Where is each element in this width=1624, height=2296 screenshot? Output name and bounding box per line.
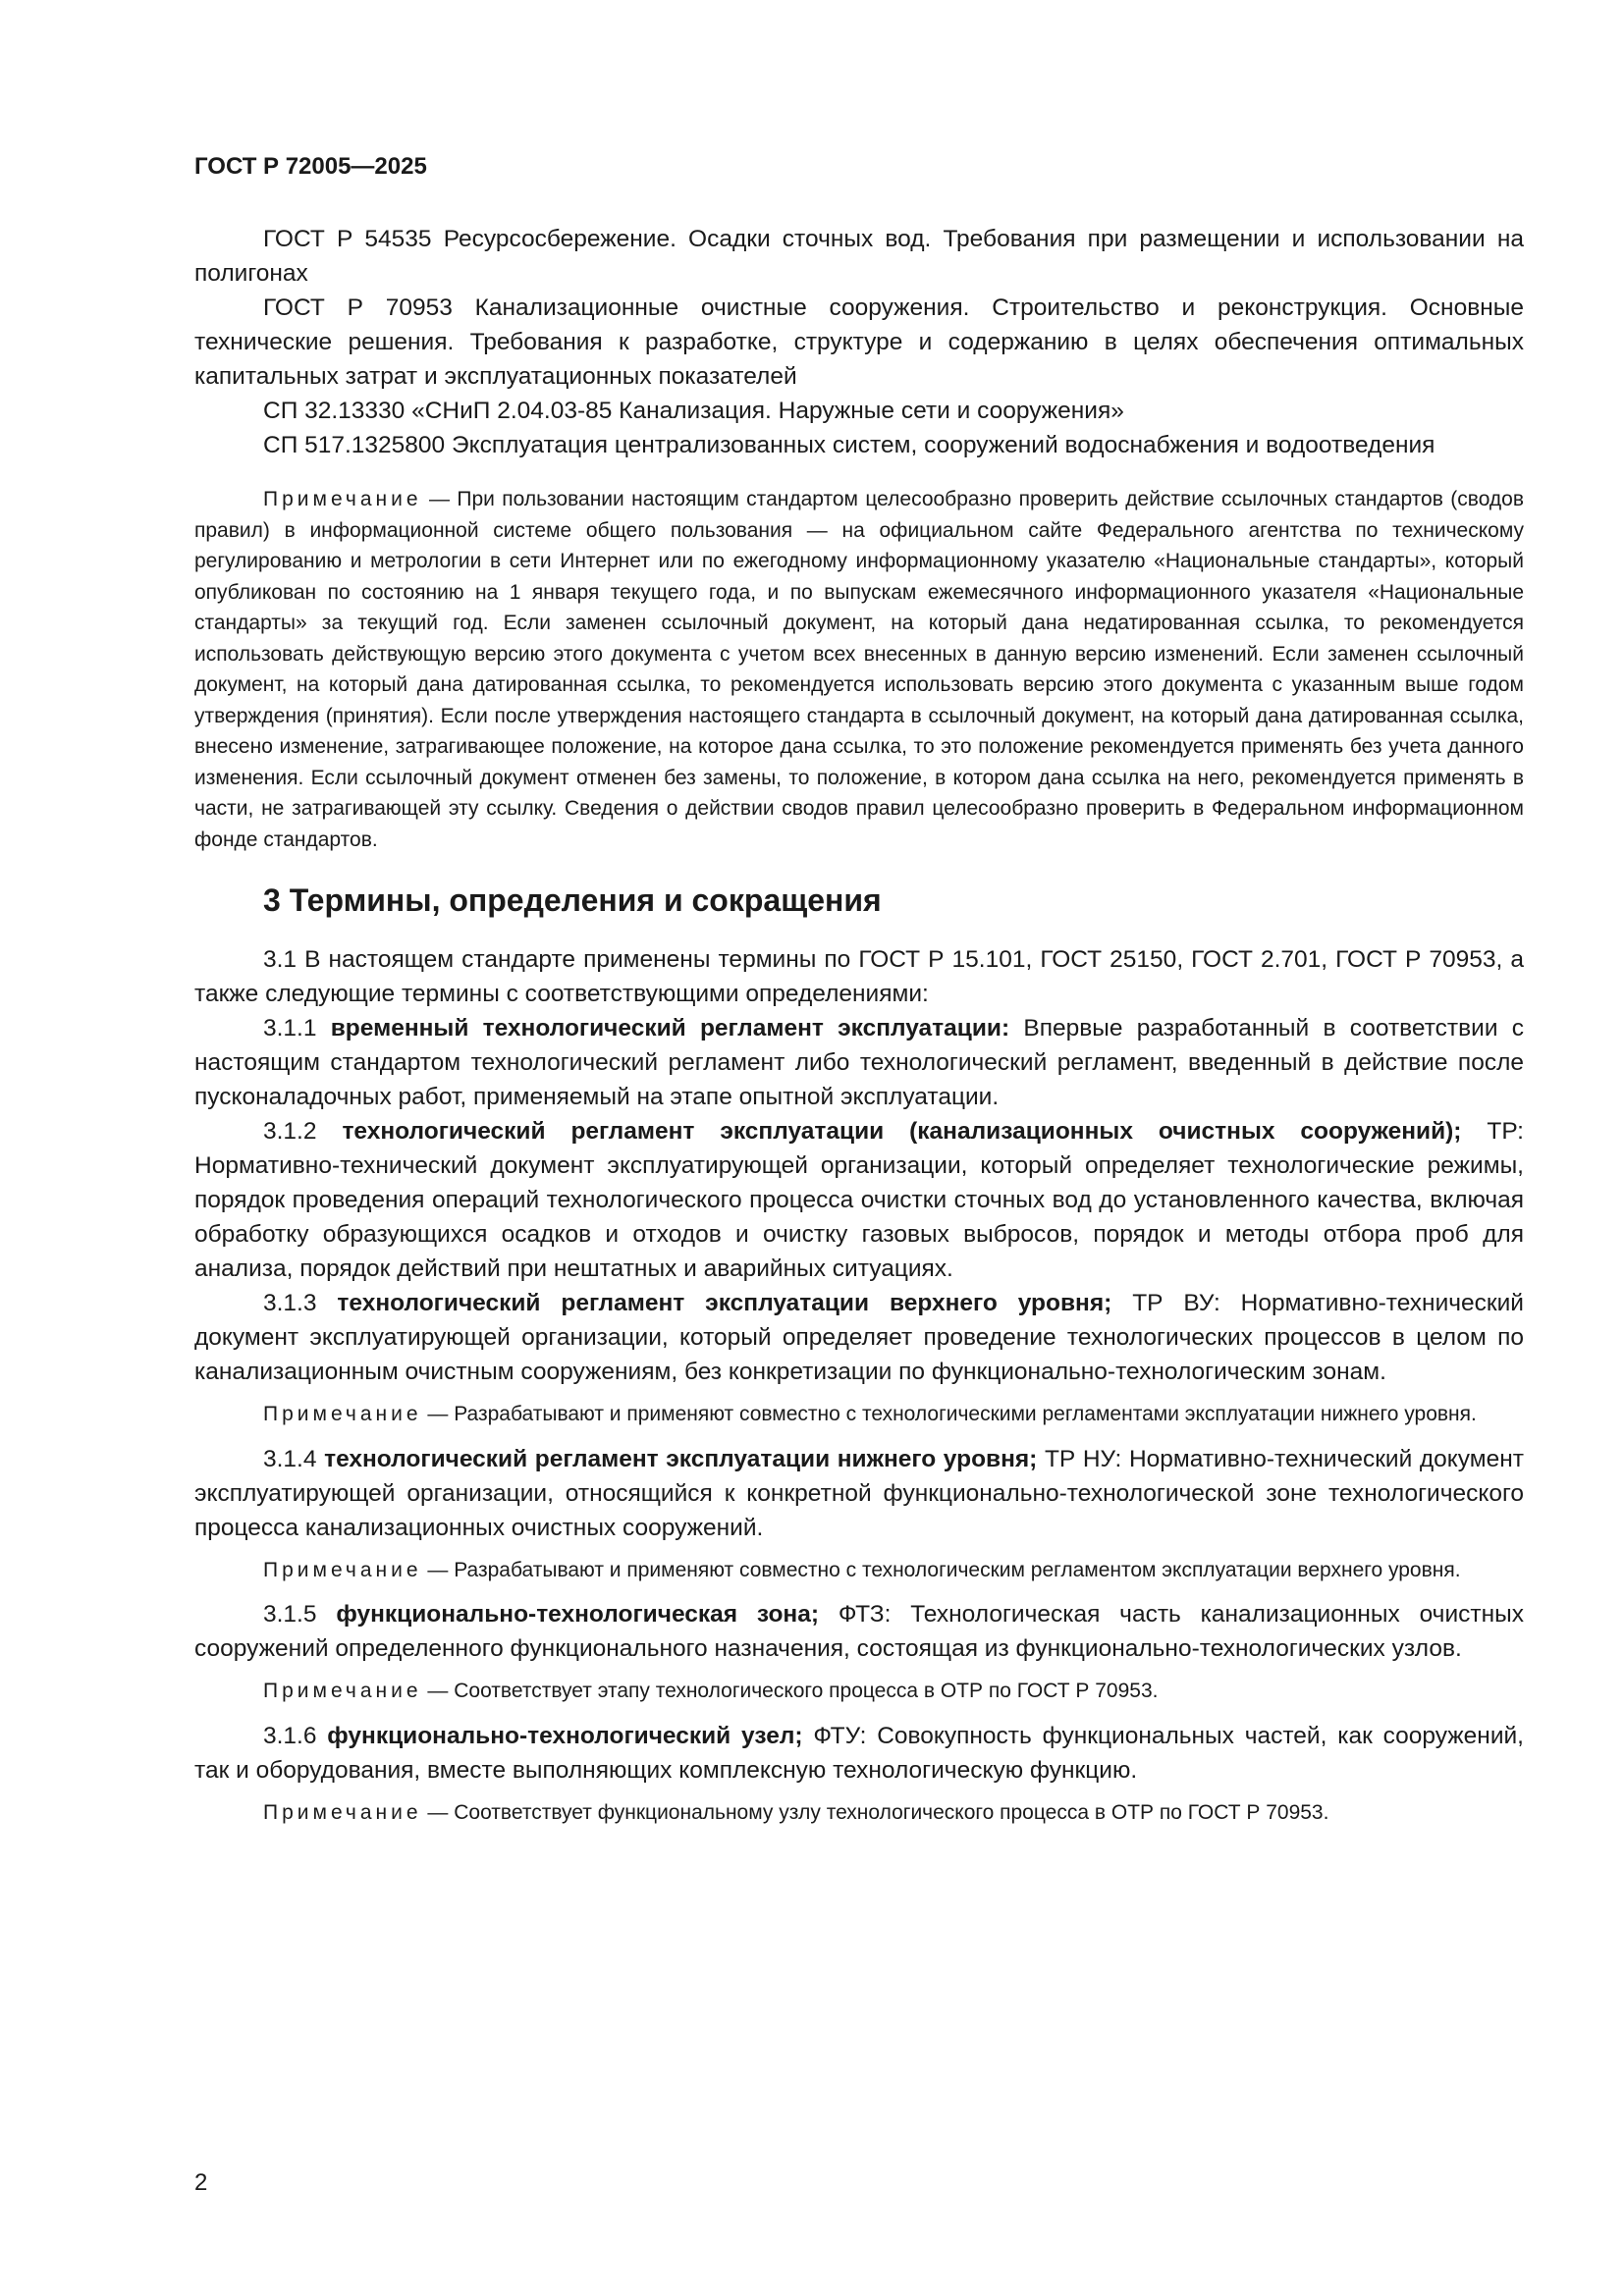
term-number: 3.1.3 [263,1290,338,1316]
note-dash: — [421,1403,455,1425]
note-text: Разрабатывают и применяют совместно с технологическими регламентами эксплуатации нижнего уровня. [454,1403,1477,1425]
note-label: Примечание [263,1800,422,1824]
note-label: Примечание [263,1403,422,1425]
note-label: Примечание [263,1680,422,1702]
term-number: 3.1.1 [263,1015,331,1041]
note-text: Соответствует функциональному узлу технологического процесса в ОТР по ГОСТ Р 70953. [454,1800,1329,1824]
term-definition [194,1719,1524,1788]
term-note [194,1676,1524,1707]
term-definition [194,1114,1524,1286]
term-number: 3.1.5 [263,1601,337,1628]
section-intro: 3.1 В настоящем стандарте применены термины по ГОСТ Р 15.101, ГОСТ 25150, ГОСТ 2.701, ГОСТ Р 70953, а также следующие термины с соответствующими определениями: [194,946,1524,1007]
note-text: Разрабатывают и применяют совместно с технологическим регламентом эксплуатации верхнего уровня. [454,1558,1461,1581]
note-dash: — [421,488,458,510]
term-text: ТР НУ: Нормативно-технический документ эксплуатирующей организации, относящийся к конкретной функционально-технологической зоне технологического процесса канализационных очистных сооружений. [194,1445,1524,1541]
note-dash: — [421,1558,455,1581]
term-definition [194,1597,1524,1666]
term-text: ФТУ: Совокупность функциональных частей, как сооружений, так и оборудования, вместе выполняющих комплексную технологическую функцию. [194,1722,1524,1784]
reference-item: ГОСТ Р 54535 Ресурсосбережение. Осадки сточных вод. Требования при размещении и использовании на полигонах [194,226,1524,287]
references-note [194,484,1524,855]
reference-item: ГОСТ Р 70953 Канализационные очистные сооружения. Строительство и реконструкция. Основные технические решения. Требования к разработке, структуре и содержанию в целях обеспечения оптимальных капитальных затрат и эксплуатационных показателей [194,294,1524,390]
term-note [194,1797,1524,1829]
term-text: Впервые разработанный в соответствии с настоящим стандартом технологический регламент либо технологический регламент, введенный в действие после пусконаладочных работ, применяемый на этапе опытной эксплуатации. [194,1015,1525,1110]
term-name: технологический регламент эксплуатации нижнего уровня; [324,1445,1038,1472]
term-name: технологический регламент эксплуатации (канализационных очистных сооружений); [342,1118,1462,1145]
term-definition [194,1286,1524,1389]
note-text: При пользовании настоящим стандартом целесообразно проверить действие ссылочных стандартов (сводов правил) в информационной системе общего пользования — на официальном сайте Федерального агентства по техническому регулированию и метрологии в сети Интернет или по ежегодному информационному указателю «Национальные стандарты», который опубликован по состоянию на 1 января текущего года, и по выпускам ежемесячного информационного указателя «Национальные стандарты» за текущий год. Если заменен ссылочный документ, на который дана недатированная ссылка, то рекомендуется использовать действующую версию этого документа с учетом всех внесенных в данную версию изменений. Если заменен ссылочный документ, на который дана датированная ссылка, то рекомендуется использовать версию этого документа с указанным выше годом утверждения (принятия). Если после утверждения настоящего стандарта в ссылочный документ, на который дана датированная ссылка, внесено изменение, затрагивающее положение, на которое дана ссылка, то это положение рекомендуется применять без учета данного изменения. Если ссылочный документ отменен без замены, то положение, в котором дана ссылка на него, рекомендуется применять в части, не затрагивающей эту ссылку. Сведения о действии сводов правил целесообразно проверить в Федеральном информационном фонде стандартов. [194,488,1525,851]
term-note [194,1555,1524,1586]
note-dash: — [421,1800,455,1824]
reference-item: СП 32.13330 «СНиП 2.04.03-85 Канализация. Наружные сети и сооружения» [263,398,1124,424]
term-number: 3.1.6 [263,1722,328,1749]
term-number: 3.1.4 [263,1445,325,1472]
note-text: Соответствует этапу технологического процесса в ОТР по ГОСТ Р 70953. [454,1680,1159,1702]
note-label: Примечание [263,488,422,510]
term-name: технологический регламент эксплуатации верхнего уровня; [337,1290,1112,1316]
term-name: функционально-технологический узел; [327,1722,803,1749]
term-number: 3.1.2 [263,1118,343,1145]
term-note [194,1399,1524,1430]
term-name: функционально-технологическая зона; [336,1601,820,1628]
section-heading: 3 Термины, определения и сокращения [263,882,882,918]
term-definition [194,1011,1524,1114]
note-dash: — [421,1680,455,1702]
term-text: ТР: Нормативно-технический документ эксплуатирующей организации, который определяет технологические режимы, порядок проведения операций технологического процесса очистки сточных вод до установленного качества, включая обработку образующихся осадков и отходов и очистку газовых выбросов, порядок и методы отбора проб для анализа, порядок действий при нештатных и аварийных ситуациях. [194,1118,1524,1282]
note-label: Примечание [263,1558,422,1581]
term-text: ФТЗ: Технологическая часть канализационных очистных сооружений определенного функционального назначения, состоящая из функционально-технологических узлов. [194,1601,1524,1662]
page-content [194,222,1524,1840]
term-text: ТР ВУ: Нормативно-технический документ эксплуатирующей организации, который определяет проведение технологических процессов в целом по канализационным очистным сооружениям, без конкретизации по функционально-технологическим зонам. [194,1290,1524,1385]
reference-item: СП 517.1325800 Эксплуатация централизованных систем, сооружений водоснабжения и водоотведения [263,432,1435,458]
document-header: ГОСТ Р 72005—2025 [194,153,427,180]
term-name: временный технологический регламент эксплуатации: [330,1015,1010,1041]
page-number: 2 [194,2169,208,2196]
term-definition [194,1442,1524,1545]
